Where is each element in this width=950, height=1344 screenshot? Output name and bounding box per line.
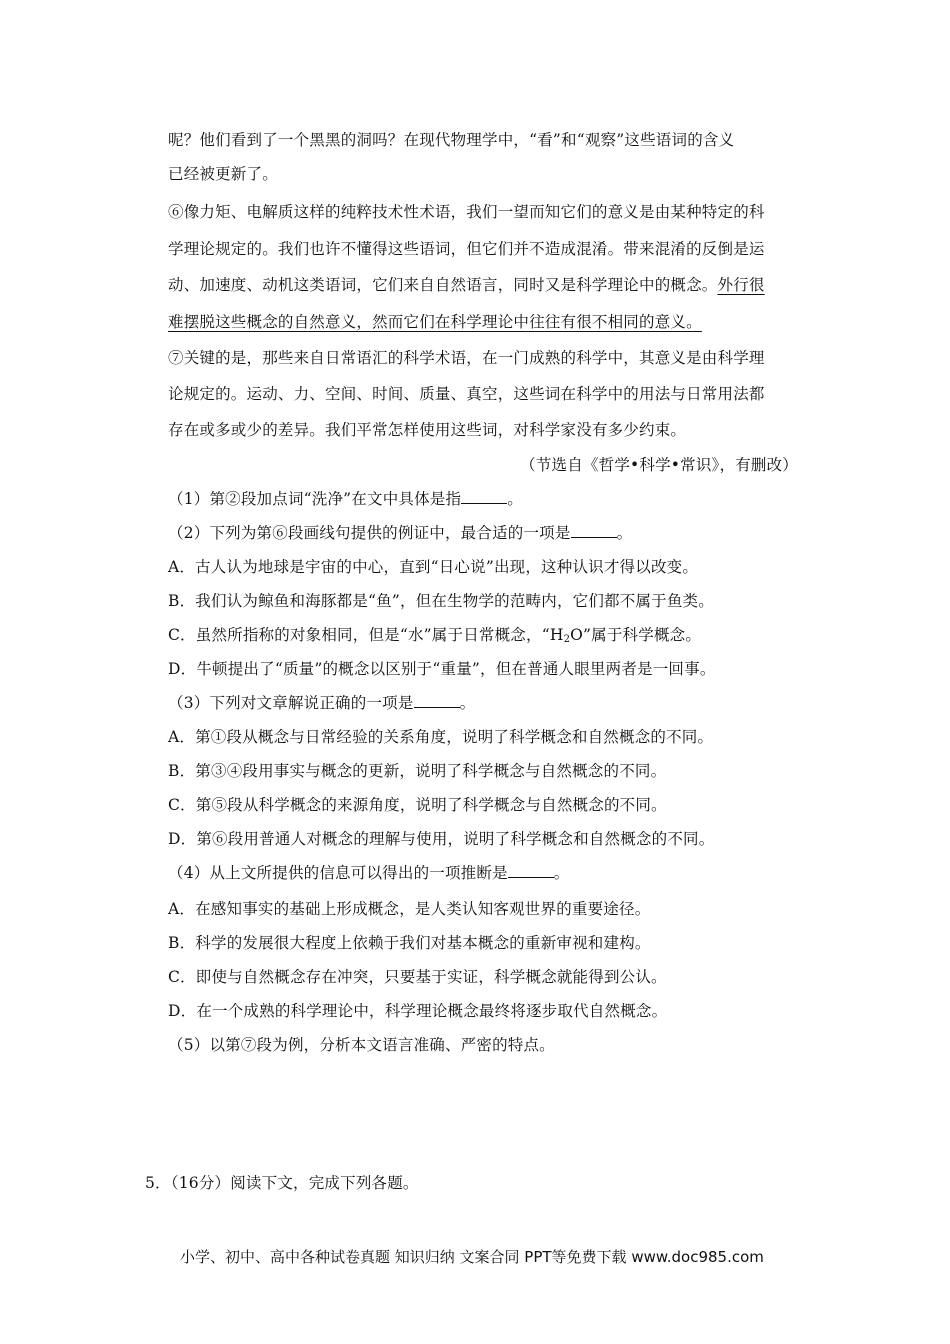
- question-text: （1）第②段加点词“洗净”在文中具体是指: [168, 490, 462, 508]
- passage-line: 已经被更新了。: [168, 165, 278, 183]
- option-c: C．即使与自然概念存在冲突，只要基于实证，科学概念就能得到公认。: [168, 968, 667, 986]
- period: 。: [553, 864, 570, 882]
- period: 。: [616, 524, 633, 542]
- underlined-sentence: 外行很: [717, 276, 765, 294]
- paragraph-7-line: 论规定的。运动、力、空间、时间、质量、真空，这些词在科学中的用法与日常用法都: [168, 385, 765, 403]
- option-a: A．在感知事实的基础上形成概念，是人类认知客观世界的重要途径。: [168, 900, 651, 918]
- passage-line: 呢？他们看到了一个黑黑的洞吗？在现代物理学中，“看”和“观察”这些语词的含义: [168, 131, 735, 149]
- option-a: A．古人认为地球是宇宙的中心，直到“日心说”出现，这种认识才得以改变。: [168, 558, 699, 576]
- option-b: B．科学的发展很大程度上依赖于我们对基本概念的重新审视和建构。: [168, 934, 651, 952]
- paragraph-7-line: ⑦关键的是，那些来自日常语汇的科学术语，在一门成熟的科学中，其意义是由科学理: [168, 349, 765, 367]
- question-3: [168, 691, 475, 713]
- answer-blank[interactable]: [508, 863, 554, 878]
- paragraph-6-line: 学理论规定的。我们也许不懂得这些语词，但它们并不造成混淆。带来混淆的反倒是运: [168, 240, 765, 258]
- option-d: D．在一个成熟的科学理论中，科学理论概念最终将逐步取代自然概念。: [168, 1002, 668, 1020]
- option-c: [168, 623, 701, 645]
- question-text: （3）下列对文章解说正确的一项是: [168, 694, 414, 712]
- question-1: [168, 487, 523, 509]
- paragraph-6-line: [168, 310, 808, 332]
- next-question-heading: 5．（16分）阅读下文，完成下列各题。: [145, 1174, 419, 1192]
- option-b: B．第③④段用事实与概念的更新，说明了科学概念与自然概念的不同。: [168, 762, 667, 780]
- paragraph-6-line: ⑥像力矩、电解质这样的纯粹技术性术语，我们一望而知它们的意义是由某种特定的科: [168, 203, 765, 221]
- paragraph-7-line: 存在或多或少的差异。我们平常怎样使用这些词，对科学家没有多少约束。: [168, 421, 687, 439]
- answer-blank[interactable]: [461, 489, 507, 504]
- answer-blank[interactable]: [571, 523, 617, 538]
- option-a: A．第①段从概念与日常经验的关系角度，说明了科学概念和自然概念的不同。: [168, 728, 714, 746]
- option-b: B．我们认为鲸鱼和海豚都是“鱼”，但在生物学的范畴内，它们都不属于鱼类。: [168, 592, 714, 610]
- paragraph-6-line: [168, 273, 808, 295]
- period: 。: [507, 490, 523, 508]
- question-4: [168, 861, 569, 883]
- footer-ad[interactable]: 小学、初中、高中各种试卷真题 知识归纳 文案合同 PPT等免费下载 www.doc985.com: [180, 1248, 764, 1266]
- option-text: C．虽然所指称的对象相同，但是“水”属于日常概念，“H: [168, 626, 564, 644]
- option-d: D．第⑥段用普通人对概念的理解与使用，说明了科学概念和自然概念的不同。: [168, 830, 715, 848]
- question-text: （4）从上文所提供的信息可以得出的一项推断是: [168, 864, 508, 882]
- period: 。: [459, 694, 476, 712]
- question-2: [168, 521, 632, 543]
- source-citation: （节选自《哲学•科学•常识》，有删改）: [520, 456, 798, 474]
- subscript: 2: [563, 634, 571, 645]
- option-c: C．第⑤段从科学概念的来源角度，说明了科学概念与自然概念的不同。: [168, 796, 667, 814]
- underlined-sentence: 难摆脱这些概念的自然意义，然而它们在科学理论中往往有很不相同的意义。: [168, 313, 702, 331]
- answer-blank[interactable]: [414, 693, 460, 708]
- question-5: （5）以第⑦段为例，分析本文语言准确、严密的特点。: [168, 1036, 555, 1054]
- passage-text: 动、加速度、动机这类语词，它们来自自然语言，同时又是科学理论中的概念。: [168, 276, 718, 294]
- option-d: D．牛顿提出了“质量”的概念以区别于“重量”，但在普通人眼里两者是一回事。: [168, 660, 716, 678]
- option-text: O”属于科学概念。: [570, 626, 702, 644]
- question-text: （2）下列为第⑥段画线句提供的例证中，最合适的一项是: [168, 524, 571, 542]
